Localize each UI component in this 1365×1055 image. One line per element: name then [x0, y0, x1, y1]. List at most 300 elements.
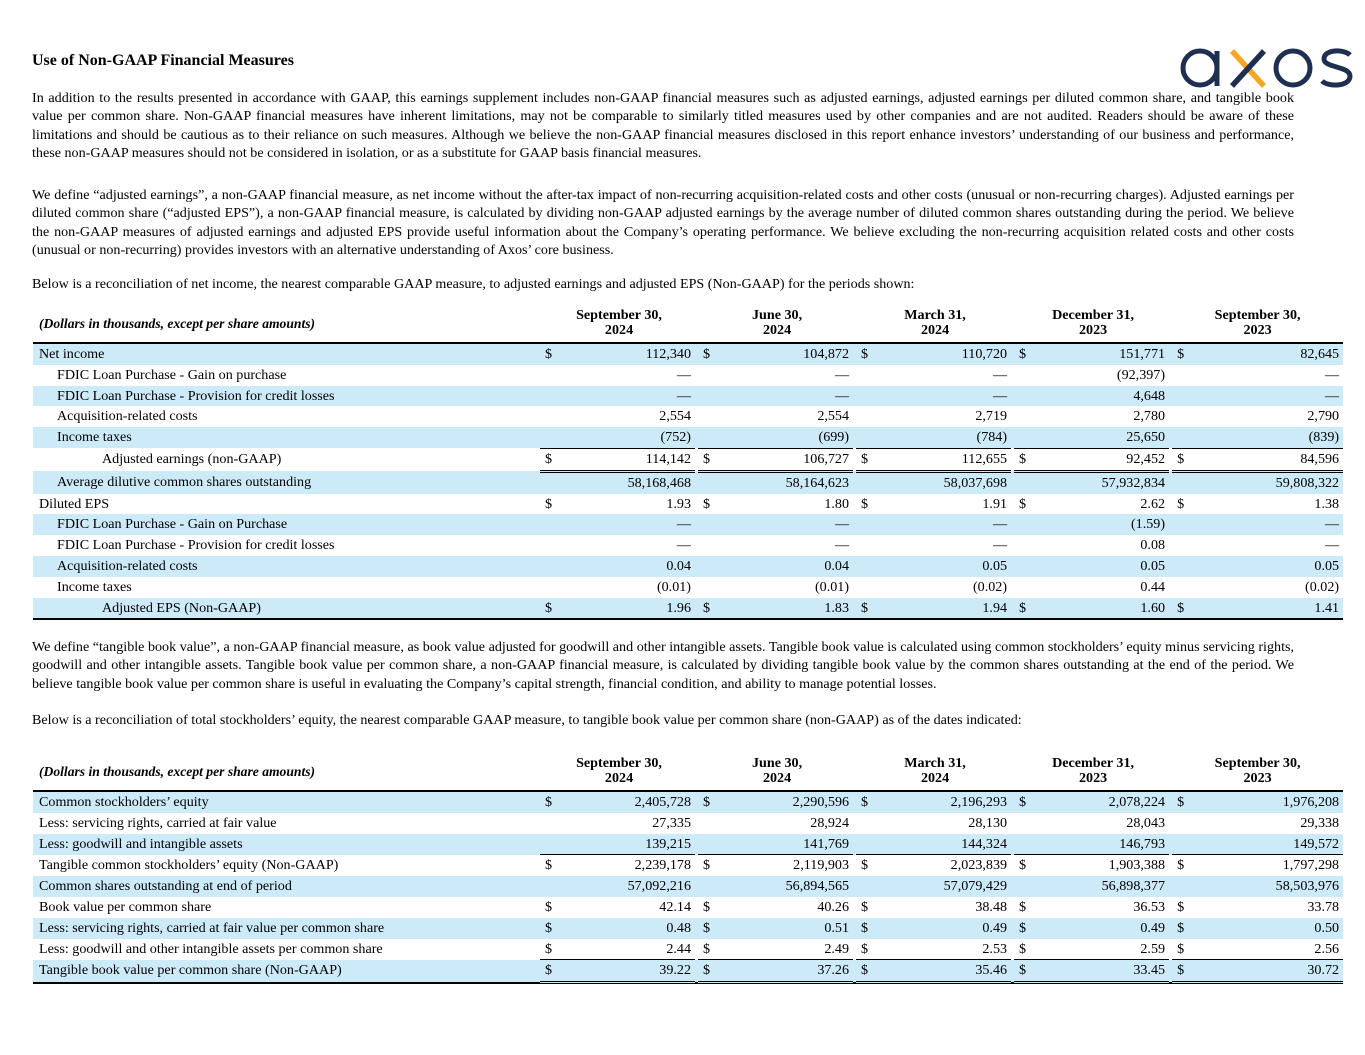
reconciliation-intro-1: Below is a reconciliation of net income, the nearest comparable GAAP measure, to adjusted earnings and adjusted EPS (Non-GAAP) for the periods shown: — [32, 276, 915, 292]
currency-symbol — [540, 406, 567, 427]
cell-value: 1.41 — [1199, 598, 1343, 620]
cell-value: 2.53 — [883, 939, 1011, 960]
currency-symbol — [1172, 813, 1199, 834]
cell-value: 57,092,216 — [567, 876, 695, 897]
currency-symbol: $ — [1014, 343, 1041, 365]
column-header-date: March 31, — [904, 755, 966, 771]
cell-value: 57,932,834 — [1041, 471, 1169, 493]
table-row — [33, 343, 1343, 365]
column-header-year: 2024 — [762, 321, 792, 338]
cell-value: 2.44 — [567, 939, 695, 960]
cell-value: 146,793 — [1041, 834, 1169, 855]
column-header-year: 2023 — [1243, 321, 1272, 338]
cell-value: 29,338 — [1300, 814, 1340, 831]
column-header-date: September 30, — [576, 307, 662, 323]
cell-value: 0.05 — [883, 556, 1011, 577]
cell-value: 56,898,377 — [1041, 876, 1169, 897]
currency-symbol: $ — [698, 598, 725, 620]
table-row — [33, 855, 1343, 876]
column-header — [1172, 308, 1343, 343]
currency-symbol: $ — [1014, 939, 1041, 960]
currency-symbol — [1172, 876, 1199, 897]
column-header-year: 2024 — [920, 769, 950, 786]
table-row — [33, 897, 1343, 918]
currency-symbol — [856, 427, 883, 448]
table-row — [33, 918, 1343, 939]
currency-symbol — [856, 386, 883, 407]
currency-symbol — [1172, 471, 1199, 493]
logo-a-bowl — [1183, 51, 1217, 85]
row-label: Less: goodwill and intangible assets — [33, 834, 540, 855]
row-label: FDIC Loan Purchase - Gain on Purchase — [33, 514, 540, 535]
cell-value: — — [1199, 386, 1343, 407]
currency-symbol — [856, 406, 883, 427]
cell-value: 58,037,698 — [883, 471, 1011, 493]
currency-symbol: $ — [1177, 495, 1185, 512]
currency-symbol: $ — [1172, 918, 1199, 939]
cell-value: (784) — [883, 427, 1011, 448]
currency-symbol: $ — [698, 939, 725, 960]
column-header — [698, 756, 856, 791]
currency-symbol: $ — [698, 960, 725, 983]
cell-value: 4,648 — [1041, 386, 1169, 407]
cell-value: 2,405,728 — [567, 791, 695, 813]
currency-symbol: $ — [1014, 960, 1041, 983]
cell-value: 33.78 — [1307, 898, 1340, 915]
row-label: Diluted EPS — [39, 495, 110, 512]
table-row — [33, 386, 1343, 407]
currency-symbol: $ — [1172, 960, 1199, 983]
currency-symbol: $ — [698, 343, 725, 365]
cell-value: 0.49 — [883, 918, 1011, 939]
axos-logo — [1178, 40, 1354, 96]
currency-symbol: $ — [540, 918, 567, 939]
currency-symbol: $ — [856, 918, 883, 939]
cell-value: 58,503,976 — [1199, 876, 1343, 897]
currency-symbol — [698, 834, 725, 855]
currency-symbol: $ — [856, 598, 883, 620]
currency-symbol — [698, 406, 725, 427]
currency-symbol: $ — [1014, 448, 1041, 471]
cell-value: 0.51 — [725, 918, 853, 939]
column-header-date: September 30, — [576, 755, 662, 771]
currency-symbol — [698, 514, 725, 535]
cell-value: (1.59) — [1041, 514, 1169, 535]
logo-s — [1322, 51, 1350, 85]
currency-symbol — [698, 577, 725, 598]
table-row — [33, 876, 1343, 897]
currency-symbol — [698, 535, 725, 556]
page-title: Use of Non-GAAP Financial Measures — [32, 52, 294, 69]
currency-symbol — [698, 386, 725, 407]
row-label: Income taxes — [57, 578, 132, 595]
column-header — [856, 756, 1014, 791]
currency-symbol: $ — [856, 791, 883, 813]
cell-value: 39.22 — [567, 960, 695, 983]
cell-value: 1.96 — [567, 598, 695, 620]
column-header-date: September 30, — [1214, 307, 1301, 323]
row-label: Tangible book value per common share (Non-GAAP) — [33, 960, 540, 983]
cell-value: 2,780 — [1133, 408, 1166, 425]
cell-value: 1,903,388 — [1041, 855, 1169, 876]
column-header — [1014, 756, 1172, 791]
cell-value: (92,397) — [1116, 366, 1166, 383]
currency-symbol — [698, 876, 725, 897]
column-header-date: June 30, — [751, 307, 803, 323]
row-label: Common stockholders’ equity — [33, 791, 540, 813]
cell-value: — — [883, 514, 1011, 535]
column-header-year: 2024 — [920, 321, 950, 338]
table-row — [33, 365, 1343, 386]
currency-symbol — [698, 365, 725, 386]
currency-symbol — [1172, 535, 1199, 556]
table-row — [33, 960, 1343, 983]
currency-symbol — [1014, 834, 1041, 855]
currency-symbol: $ — [540, 343, 567, 365]
row-label: Adjusted EPS (Non-GAAP) — [33, 598, 540, 620]
currency-symbol — [1172, 427, 1199, 448]
cell-value: 30.72 — [1199, 960, 1343, 983]
cell-value: 149,572 — [1199, 834, 1343, 855]
cell-value: 2,196,293 — [883, 791, 1011, 813]
currency-symbol: $ — [1019, 898, 1027, 915]
cell-value: 2,119,903 — [725, 855, 853, 876]
currency-symbol — [540, 876, 567, 897]
table-row — [33, 939, 1343, 960]
currency-symbol — [540, 427, 567, 448]
currency-symbol — [1014, 876, 1041, 897]
row-label: Tangible common stockholders’ equity (Non-GAAP) — [39, 857, 339, 874]
currency-symbol: $ — [1019, 495, 1027, 512]
currency-symbol — [856, 813, 883, 834]
cell-value: 37.26 — [725, 960, 853, 983]
cell-value: — — [567, 514, 695, 535]
currency-symbol — [1014, 406, 1041, 427]
currency-symbol — [1014, 813, 1041, 834]
cell-value: 2,554 — [659, 408, 691, 425]
currency-symbol — [698, 556, 725, 577]
currency-symbol: $ — [540, 855, 567, 876]
column-header — [856, 308, 1014, 343]
cell-value: 58,168,468 — [567, 471, 695, 493]
cell-value: 36.53 — [1133, 898, 1166, 915]
currency-symbol — [1172, 386, 1199, 407]
currency-symbol: $ — [1172, 448, 1199, 471]
cell-value: 1.83 — [725, 598, 853, 620]
cell-value: 2,078,224 — [1041, 791, 1169, 813]
row-label: Acquisition-related costs — [33, 556, 540, 577]
cell-value: 1.60 — [1041, 598, 1169, 620]
currency-symbol — [540, 514, 567, 535]
table-header-row — [33, 308, 1343, 343]
cell-value: 28,924 — [810, 814, 850, 831]
currency-symbol: $ — [1014, 598, 1041, 620]
currency-symbol: $ — [703, 898, 711, 915]
currency-symbol: $ — [1172, 939, 1199, 960]
currency-symbol — [856, 471, 883, 493]
currency-symbol: $ — [698, 855, 725, 876]
tangible-book-value-definition: We define “tangible book value”, a non-GAAP financial measure, as book value adjusted for goodwill and other intangible assets. Tangible book value is calculated using common stockholders’ equity minus servicing rights, goodwill and other intangible assets. Tangible book value per common share, a non-GAAP financial measure, is calculated by dividing tangible book value by the common shares outstanding at the end of the period. We believe tangible book value per common share is useful in evaluating the Company’s capital strength, financial condition, and ability to manage potential losses. — [32, 639, 1294, 692]
cell-value: — — [567, 386, 695, 407]
table-row — [33, 494, 1343, 515]
currency-symbol — [856, 577, 883, 598]
logo-o — [1276, 51, 1310, 85]
currency-symbol: $ — [856, 448, 883, 471]
currency-symbol — [540, 577, 567, 598]
cell-value: 1.38 — [1314, 495, 1340, 512]
cell-value: 0.04 — [567, 556, 695, 577]
currency-symbol — [1014, 556, 1041, 577]
column-header-date: June 30, — [751, 755, 803, 771]
cell-value: 1.91 — [982, 495, 1008, 512]
table-row — [33, 406, 1343, 427]
cell-value: 144,324 — [883, 834, 1011, 855]
cell-value: 112,655 — [883, 448, 1011, 471]
cell-value: 92,452 — [1041, 448, 1169, 471]
cell-value: 1,976,208 — [1199, 791, 1343, 813]
row-label: Acquisition-related costs — [57, 408, 198, 425]
table-row — [33, 514, 1343, 535]
cell-value: (752) — [567, 427, 695, 448]
currency-symbol — [1014, 577, 1041, 598]
cell-value: 42.14 — [659, 898, 691, 915]
units-note: (Dollars in thousands, except per share amounts) — [39, 763, 316, 779]
currency-symbol: $ — [545, 495, 553, 512]
cell-value: 114,142 — [567, 448, 695, 471]
column-header-date: September 30, — [1214, 755, 1301, 771]
currency-symbol: $ — [540, 939, 567, 960]
cell-value: 0.05 — [1199, 556, 1343, 577]
cell-value: — — [725, 514, 853, 535]
currency-symbol: $ — [540, 598, 567, 620]
cell-value: — — [883, 386, 1011, 407]
cell-value: (0.02) — [972, 578, 1008, 595]
cell-value: 0.04 — [725, 556, 853, 577]
cell-value: 0.49 — [1041, 918, 1169, 939]
cell-value: 27,335 — [652, 814, 691, 831]
table-header-row — [33, 756, 1343, 791]
column-header — [540, 308, 698, 343]
table-row — [33, 791, 1343, 813]
currency-symbol — [1172, 406, 1199, 427]
cell-value: 2.49 — [725, 939, 853, 960]
cell-value: 1.93 — [666, 495, 691, 512]
cell-value: 28,043 — [1126, 814, 1166, 831]
table-row — [33, 834, 1343, 855]
table-row — [33, 598, 1343, 620]
currency-symbol — [540, 813, 567, 834]
cell-value: 59,808,322 — [1199, 471, 1343, 493]
currency-symbol: $ — [540, 791, 567, 813]
cell-value: 2.62 — [1140, 495, 1166, 512]
cell-value: 38.48 — [975, 898, 1008, 915]
currency-symbol — [540, 386, 567, 407]
row-label: Net income — [33, 343, 540, 365]
row-label: Book value per common share — [39, 898, 212, 915]
currency-symbol: $ — [698, 791, 725, 813]
currency-symbol — [1172, 365, 1199, 386]
cell-value: 40.26 — [817, 898, 850, 915]
currency-symbol — [698, 427, 725, 448]
currency-symbol: $ — [1172, 855, 1199, 876]
intro-paragraph: In addition to the results presented in accordance with GAAP, this earnings supplement includes non-GAAP financial measures such as adjusted earnings, adjusted earnings per diluted common share, and tangible book value per common share. Non-GAAP financial measures have inherent limitations, may not be comparable to similarly titled measures used by other companies and are not audited. Readers should be aware of these limitations and should be cautious as to their reliance on such measures. Although we believe the non-GAAP financial measures disclosed in this report enhance investors’ understanding of our business and performance, these non-GAAP measures should not be considered in isolation, or as a substitute for GAAP basis financial measures. — [32, 90, 1294, 162]
currency-symbol — [540, 556, 567, 577]
currency-symbol: $ — [540, 448, 567, 471]
column-header-date: December 31, — [1052, 755, 1135, 771]
currency-symbol: $ — [540, 960, 567, 983]
cell-value: 112,340 — [567, 343, 695, 365]
cell-value: 33.45 — [1041, 960, 1169, 983]
currency-symbol — [1014, 471, 1041, 493]
cell-value: 2.59 — [1041, 939, 1169, 960]
currency-symbol — [1172, 577, 1199, 598]
currency-symbol — [1014, 514, 1041, 535]
cell-value: 2.56 — [1199, 939, 1343, 960]
cell-value: 2,790 — [1307, 408, 1340, 425]
table-row — [33, 448, 1343, 471]
cell-value: 2,719 — [975, 408, 1008, 425]
reconciliation-intro-2: Below is a reconciliation of total stockholders’ equity, the nearest comparable GAAP measure, to tangible book value per common share (non-GAAP) as of the dates indicated: — [32, 712, 1022, 728]
cell-value: 1.80 — [824, 495, 850, 512]
units-note: (Dollars in thousands, except per share amounts) — [39, 315, 316, 331]
column-header-date: December 31, — [1052, 307, 1135, 323]
cell-value: 0.44 — [1140, 578, 1166, 595]
row-label: Average dilutive common shares outstanding — [33, 471, 540, 493]
currency-symbol — [856, 535, 883, 556]
row-label: Common shares outstanding at end of period — [33, 876, 540, 897]
column-header-year: 2024 — [762, 769, 792, 786]
cell-value: (839) — [1199, 427, 1343, 448]
currency-symbol — [1172, 556, 1199, 577]
cell-value: 82,645 — [1199, 343, 1343, 365]
table-row — [33, 577, 1343, 598]
cell-value: 2,290,596 — [725, 791, 853, 813]
cell-value: 110,720 — [883, 343, 1011, 365]
column-header-year: 2023 — [1078, 321, 1108, 338]
cell-value: — — [992, 366, 1008, 383]
cell-value: — — [834, 537, 850, 554]
table-row — [33, 535, 1343, 556]
currency-symbol — [698, 471, 725, 493]
currency-symbol — [856, 556, 883, 577]
currency-symbol: $ — [856, 960, 883, 983]
cell-value: — — [992, 537, 1008, 554]
column-header-date: March 31, — [904, 307, 966, 323]
cell-value: 139,215 — [567, 834, 695, 855]
currency-symbol: $ — [856, 939, 883, 960]
column-header — [698, 308, 856, 343]
cell-value: 58,164,623 — [725, 471, 853, 493]
currency-symbol — [1014, 386, 1041, 407]
row-label: Adjusted earnings (non-GAAP) — [102, 451, 282, 468]
cell-value: (0.01) — [814, 578, 850, 595]
cell-value: 35.46 — [883, 960, 1011, 983]
currency-symbol: $ — [545, 898, 553, 915]
currency-symbol: $ — [856, 855, 883, 876]
cell-value: 2,554 — [817, 408, 850, 425]
cell-value: 106,727 — [725, 448, 853, 471]
cell-value: 0.50 — [1199, 918, 1343, 939]
currency-symbol — [698, 813, 725, 834]
currency-symbol: $ — [861, 898, 869, 915]
cell-value: 0.48 — [567, 918, 695, 939]
currency-symbol: $ — [1014, 855, 1041, 876]
column-header-year: 2023 — [1078, 769, 1108, 786]
cell-value: — — [1325, 366, 1340, 383]
currency-symbol — [856, 365, 883, 386]
cell-value: 25,650 — [1041, 427, 1169, 448]
currency-symbol: $ — [1014, 791, 1041, 813]
cell-value: 1.94 — [883, 598, 1011, 620]
row-label: Less: goodwill and other intangible assets per common share — [39, 940, 383, 957]
column-header-year: 2024 — [604, 321, 634, 338]
table-row — [33, 556, 1343, 577]
currency-symbol — [856, 834, 883, 855]
currency-symbol — [1014, 365, 1041, 386]
cell-value: 1,797,298 — [1199, 855, 1343, 876]
currency-symbol: $ — [1172, 343, 1199, 365]
cell-value: 84,596 — [1199, 448, 1343, 471]
cell-value: 28,130 — [968, 814, 1008, 831]
currency-symbol — [540, 834, 567, 855]
cell-value: 141,769 — [725, 834, 853, 855]
currency-symbol: $ — [856, 343, 883, 365]
column-header — [1014, 308, 1172, 343]
cell-value: — — [1199, 514, 1343, 535]
tangible-book-value-table — [33, 756, 1343, 984]
cell-value: — — [1325, 537, 1340, 554]
cell-value: 0.05 — [1041, 556, 1169, 577]
cell-value: (0.02) — [1305, 578, 1340, 595]
currency-symbol: $ — [1172, 791, 1199, 813]
currency-symbol — [540, 365, 567, 386]
row-label: FDIC Loan Purchase - Gain on purchase — [57, 366, 287, 383]
currency-symbol: $ — [703, 495, 711, 512]
column-header-year: 2024 — [604, 769, 634, 786]
cell-value: 57,079,429 — [883, 876, 1011, 897]
row-label: FDIC Loan Purchase - Provision for credit losses — [57, 537, 335, 554]
row-label: FDIC Loan Purchase - Provision for credit losses — [33, 386, 540, 407]
cell-value: 56,894,565 — [725, 876, 853, 897]
currency-symbol — [856, 876, 883, 897]
cell-value: 2,239,178 — [567, 855, 695, 876]
currency-symbol — [1172, 514, 1199, 535]
cell-value: 2,023,839 — [883, 855, 1011, 876]
cell-value: 104,872 — [725, 343, 853, 365]
adjusted-earnings-definition: We define “adjusted earnings”, a non-GAAP financial measure, as net income without the after-tax impact of non-recurring acquisition-related costs and other costs (unusual or non-recurring charges). Adjusted earnings per diluted common share (“adjusted EPS”), a non-GAAP financial measure, is calculated by dividing non-GAAP adjusted earnings by the average number of diluted common shares outstanding during the period. We believe the non-GAAP measures of adjusted earnings and adjusted EPS provide useful information about the Company’s operating performance. We believe excluding the non-recurring acquisition related costs and other costs (unusual or non-recurring) provides investors with an alternative understanding of Axos’ core business. — [32, 187, 1294, 259]
currency-symbol — [540, 471, 567, 493]
currency-symbol: $ — [698, 918, 725, 939]
column-header-year: 2023 — [1243, 769, 1272, 786]
currency-symbol: $ — [1014, 918, 1041, 939]
currency-symbol: $ — [698, 448, 725, 471]
table-row — [33, 813, 1343, 834]
cell-value: — — [676, 537, 691, 554]
row-label: Less: servicing rights, carried at fair value — [39, 814, 277, 831]
currency-symbol — [1014, 535, 1041, 556]
currency-symbol: $ — [1172, 598, 1199, 620]
adjusted-earnings-table — [33, 308, 1343, 620]
column-header — [1172, 756, 1343, 791]
row-label: Income taxes — [33, 427, 540, 448]
currency-symbol: $ — [1177, 898, 1185, 915]
currency-symbol — [1172, 834, 1199, 855]
cell-value: (0.01) — [656, 578, 691, 595]
table-row — [33, 471, 1343, 493]
cell-value: 0.08 — [1140, 537, 1166, 554]
cell-value: — — [676, 366, 691, 383]
cell-value: — — [725, 386, 853, 407]
